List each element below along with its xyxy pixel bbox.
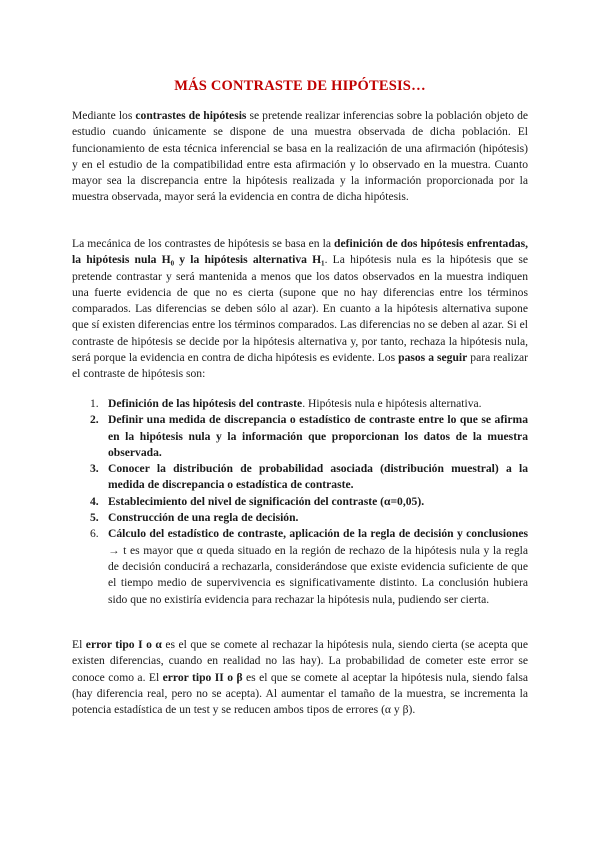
bold-run: error tipo II o β [162, 670, 243, 684]
bold-run: Conocer la distribución de probabilidad asociada (distribución muestral) a la medida de discrepancia o estadística de contraste. [108, 462, 528, 492]
bold-run: Cálculo del estadístico de contraste, aplicación de la regla de decisión y conclusiones [108, 527, 528, 541]
text-run: es el que se comete al rechazar la hipótesis nula, siendo cierta (se acepta que existen diferencias, cuando en realidad no las hay). La probabilidad de cometer este error se conoce como a. El [72, 638, 528, 684]
text-run: La mecánica de los contrastes de hipótesis se basa en la [72, 237, 335, 250]
list-item [72, 494, 528, 510]
bold-run: contrastes de hipótesis [135, 109, 247, 122]
list-item [72, 526, 528, 607]
text-run: para realizar el contraste de hipótesis son: [72, 351, 528, 381]
list-item [72, 412, 528, 461]
list-item [72, 396, 528, 412]
bold-run: Definición de las hipótesis del contraste [108, 397, 303, 410]
text-run: . Hipótesis nula e hipótesis alternativa. [302, 397, 482, 410]
list-number: 3. [90, 462, 99, 476]
text-run: . La hipótesis nula es la hipótesis que se pretende contrastar y será mantenida a menos que los datos observados en la muestra indiquen una fuerte evidencia de que no es cierta (supone que no hay diferencias entre los términos comparados. Las diferencias se deben sólo al azar). En cuanto a la hipótesis alternativa supone que sí existen diferencias entre los términos comparados. Las diferencias no se deben al azar. Si el contraste de hipótesis se decide por la hipótesis alternativa y, por tanto, rechaza la hipótesis nula, será porque la evidencia en contra de dicha hipótesis es evidente. Los [72, 253, 528, 365]
text-run: se pretende realizar inferencias sobre la población objeto de estudio cuando únicamente se dispone de una muestra observada de dicha población. El funcionamiento de esta técnica inferencial se basa en la realización de una afirmación (hipótesis) y en el estudio de la compatibilidad entre esta afirmación y lo observado en la muestra. Cuanto mayor sea la discrepancia entre la hipótesis realizada y la información proporcionada por la muestra observada, mayor será la evidencia en contra de dicha hipótesis. [72, 109, 529, 204]
list-item [72, 510, 528, 526]
bold-run: error tipo I o α [85, 638, 162, 651]
bold-run: Establecimiento del nivel de significación del contraste (α=0,05). [108, 494, 425, 508]
text-run: El [72, 638, 86, 651]
text-run: → t es mayor que α queda situado en la región de rechazo de la hipótesis nula y la regla de decisión conducirá a rechazarla, considerándose que existe evidencia suficiente de que el tiempo medio de supervivencia es significativamente distinto. La conclusión hubiera sido que no existiría evidencia para rechazar la hipótesis nula, pudiendo ser cierta. [108, 543, 528, 606]
list-number: 5. [90, 511, 99, 525]
list-number: 1. [90, 397, 99, 410]
steps-list [72, 396, 528, 608]
list-number: 2. [90, 413, 99, 427]
mechanics-paragraph [72, 236, 528, 383]
text-run: es el que se comete al aceptar la hipótesis nula, siendo falsa (hay diferencia real, pero no se acepta). Al aumentar el tamaño de la muestra, se incrementa la potencia estadística de un test y se reducen ambos tipos de errores (α y β). [72, 670, 528, 717]
page-title: MÁS CONTRASTE DE HIPÓTESIS… [174, 78, 426, 94]
list-item [72, 461, 528, 494]
bold-run: Construcción de una regla de decisión. [108, 511, 299, 525]
list-number: 4. [90, 494, 99, 508]
text-run: Mediante los [72, 109, 136, 122]
bold-run: pasos a seguir [398, 351, 468, 365]
bold-run: Definir una medida de discrepancia o estadístico de contraste entre lo que se afirma en la hipótesis nula y la información que proporcionan los datos de la muestra observada. [108, 413, 528, 459]
list-number: 6. [90, 527, 99, 541]
errors-paragraph [72, 637, 528, 718]
intro-paragraph [72, 108, 528, 206]
bold-run: definición de dos hipótesis enfrentadas, la hipótesis nula H₀ y la hipótesis alternativa H₁ [72, 237, 528, 267]
